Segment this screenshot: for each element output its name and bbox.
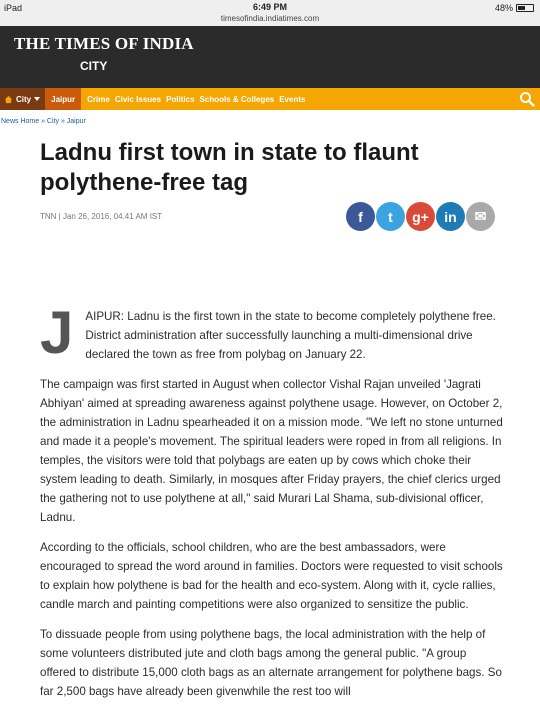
- battery-icon: [516, 4, 534, 12]
- nav-jaipur[interactable]: Jaipur: [45, 88, 81, 110]
- article-body: [40, 299, 505, 712]
- nav-city-dropdown[interactable]: [0, 88, 45, 110]
- nav-link-events[interactable]: Events: [279, 94, 306, 104]
- section-nav: [0, 88, 540, 110]
- drop-cap: J: [40, 299, 74, 366]
- email-icon[interactable]: ✉: [466, 202, 495, 231]
- nav-city-label: City: [16, 94, 32, 104]
- article-paragraph: The campaign was first started in August when collector Vishal Rajan unveiled 'Jagrati Abhiyan' aimed at spreading awareness against polythene usage. However, on October 2, the administration in Ladnu spearheaded it on a mission mode. "We left no stone unturned and made it a people's movement. The spiritual leaders were roped in from all religions. In temples, the visitors were told that polybags are eaten up by cows which choke their system leading to death. Similarly, in mosques after Friday prayers, the chief clerics urged the gathering not to use polythene at all," said Murari Lal Shama, sub-divisional officer, Ladnu.: [40, 378, 503, 524]
- breadcrumb-current[interactable]: Jaipur: [66, 118, 86, 125]
- google-plus-icon[interactable]: g+: [406, 202, 435, 231]
- battery-indicator: [495, 3, 534, 13]
- battery-percent: 48%: [494, 3, 513, 13]
- breadcrumb: [1, 118, 86, 125]
- clock: 6:49 PM: [252, 2, 287, 12]
- breadcrumb-city[interactable]: City: [46, 118, 59, 125]
- section-title: CITY: [80, 59, 108, 73]
- linkedin-icon[interactable]: in: [436, 202, 465, 231]
- article-paragraph: [40, 299, 505, 366]
- byline: TNN | Jan 26, 2016, 04.41 AM IST: [40, 212, 163, 221]
- address-bar[interactable]: timesofindia.indiatimes.com: [220, 14, 320, 23]
- nav-link-politics[interactable]: Politics: [166, 94, 195, 104]
- home-icon: [4, 95, 13, 104]
- breadcrumb-home[interactable]: News Home: [1, 118, 40, 125]
- page-title: Ladnu first town in state to flaunt polythene-free tag: [40, 139, 419, 196]
- site-logo[interactable]: THE TIMES OF INDIA: [14, 34, 194, 53]
- device-label: iPad: [4, 3, 23, 13]
- twitter-icon[interactable]: t: [376, 202, 405, 231]
- article-paragraph: According to the officials, school children, who are the best ambassadors, were encouraged to spread the word around in families. Doctors were requested to visit schools to explain how polythene is bad for the health and eco-system. Along with it, cycle rallies, candle march and painting competitions were also organized to sensitize the public.: [40, 541, 503, 611]
- paragraph-text: AIPUR: Ladnu is the first town in the state to become completely polythene free. District administration after successfully launching a multi-dimensional drive declared the town as free from polybag on January 22.: [85, 310, 496, 361]
- search-icon[interactable]: [519, 91, 535, 107]
- article-paragraph: To dissuade people from using polythene bags, the local administration with the help of some volunteers distributed jute and cloth bags among the general public. "A group offered to distribute 15,000 cloth bags as an alternate arrangement for polythene bags. So far 2,500 bags have already been givenwhile the rest too will: [40, 628, 502, 698]
- breadcrumb-separator: »: [41, 118, 47, 125]
- status-bar: [0, 0, 540, 26]
- share-buttons: [346, 202, 495, 231]
- nav-link-crime[interactable]: Crime: [87, 94, 110, 104]
- breadcrumb-separator: »: [60, 118, 67, 125]
- chevron-down-icon: [34, 97, 40, 101]
- masthead: [0, 26, 540, 88]
- nav-link-civic-issues[interactable]: Civic Issues: [114, 94, 162, 104]
- nav-link-schools-colleges[interactable]: Schools & Colleges: [199, 94, 275, 104]
- facebook-icon[interactable]: f: [346, 202, 375, 231]
- nav-links: [81, 95, 305, 104]
